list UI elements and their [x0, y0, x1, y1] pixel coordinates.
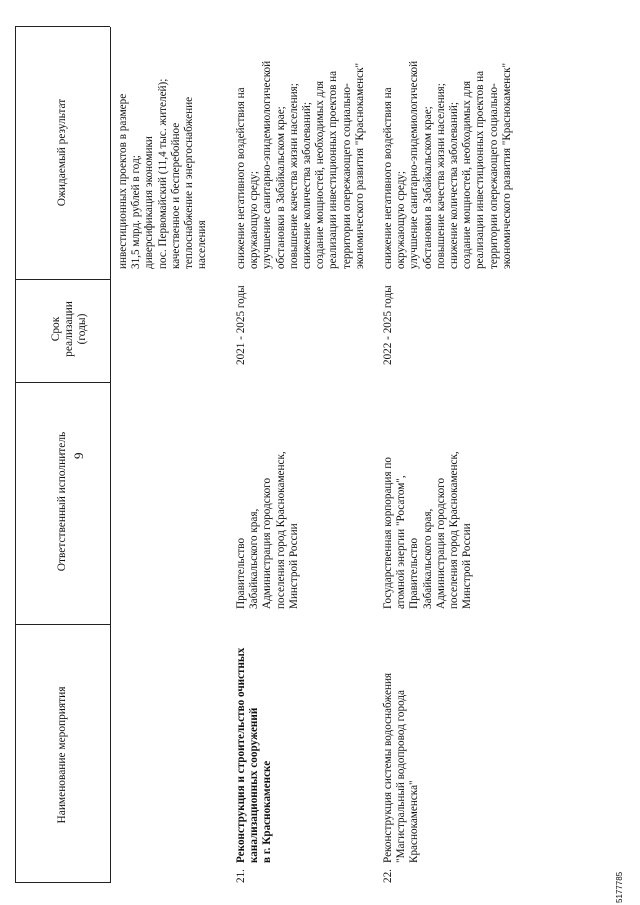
page-number: 9 — [71, 452, 86, 459]
header-executor: Ответственный исполнитель — [56, 431, 68, 572]
col-border-1 — [15, 882, 110, 883]
row-number: 22. — [382, 869, 394, 883]
table-top-border — [15, 27, 16, 883]
col-border-4 — [15, 279, 110, 280]
measure-name: Реконструкция и строительство очистных канализационных сооружений в г. Краснокаменске — [235, 647, 274, 863]
header-name: Наименование мероприятия — [56, 686, 68, 824]
row-number: 21. — [235, 869, 247, 883]
header-result: Ожидаемый результат — [56, 98, 68, 207]
document-code: 5177785 — [615, 871, 624, 903]
col-border-5 — [15, 26, 110, 27]
responsible-executor: Правительство Забайкальского края, Администрация городского поселения город Краснокаменск, Минстрой России — [235, 451, 300, 609]
expected-result: снижение негативного воздействия на окружающую среду; улучшение санитарно-эпидемиологической обстановки в Забайкальском крае; повышение качества жизни населения; снижение количества заболеваний; создание мощностей, необходимых для реализации инвестиционных проектов на территории опережающего социально- экономического развития "Краснокаменск" — [382, 60, 513, 269]
header-bottom-border — [110, 27, 111, 883]
col-border-3 — [15, 382, 110, 383]
continuation-result: инвестиционных проектов в размере 31,5 млрд. рублей в год; диверсификация экономики пос. Первомайский (11,4 тыс. жителей); качественное и бесперебойное теплоснабжение и энергоснабжение населения — [117, 78, 209, 269]
expected-result: снижение негативного воздействия на окружающую среду; улучшение санитарно-эпидемиологической обстановки в Забайкальском крае; повышение качества жизни населения; снижение количества заболеваний; создание мощностей, необходимых для реализации инвестиционных проектов на территории опережающего социально- экономического развития "Краснокаменск" — [235, 60, 366, 269]
implementation-term: 2021 - 2025 годы — [235, 285, 247, 365]
implementation-term: 2022 - 2025 годы — [382, 285, 394, 365]
responsible-executor: Государственная корпорация по атомной энергии "Росатом", Правительство Забайкальского края, Администрация городского поселения город Краснокаменск, Минстрой России — [382, 451, 474, 609]
col-border-2 — [15, 624, 110, 625]
header-term: Срок реализации (годы) — [50, 301, 88, 357]
measure-name: Реконструкция системы водоснабжения "Магистральный водопровод города Краснокаменска" — [382, 672, 421, 863]
